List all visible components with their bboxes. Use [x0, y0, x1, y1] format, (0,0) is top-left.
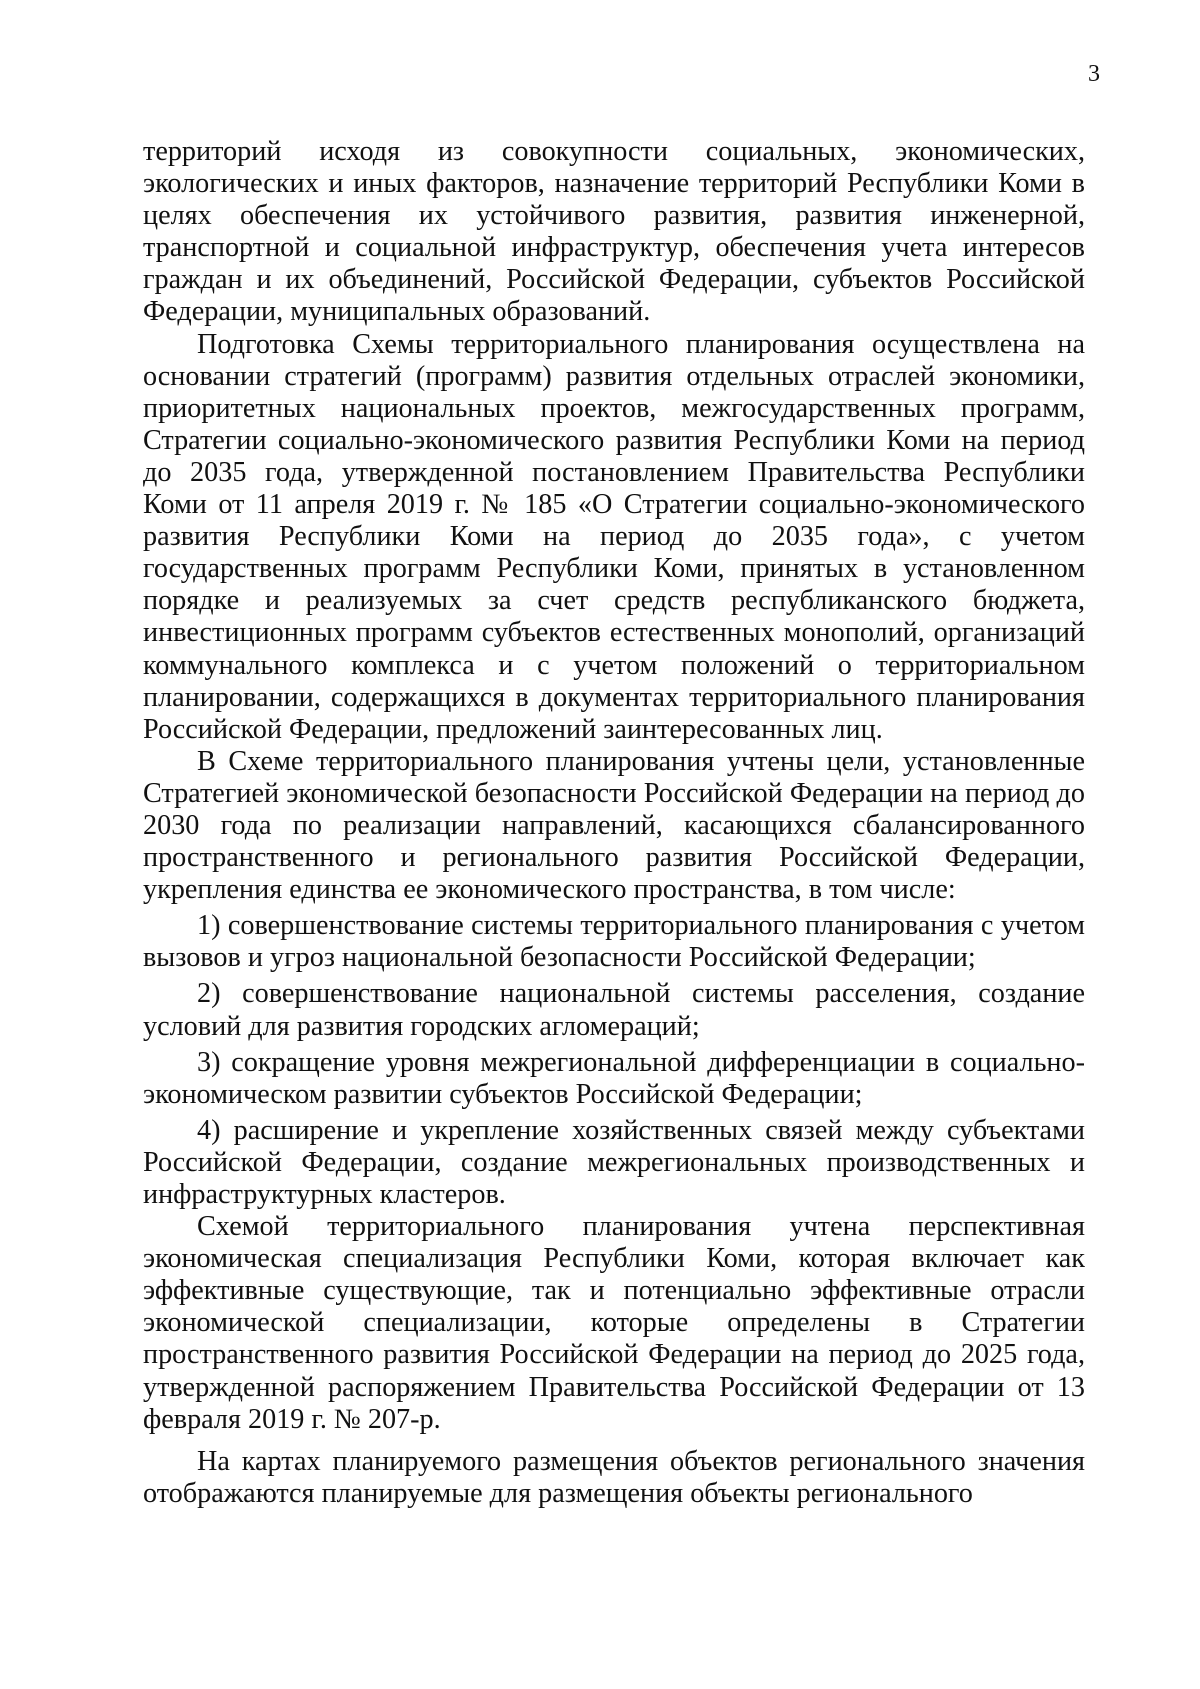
- document-body: [143, 136, 1085, 1510]
- list-item-1: 1) совершенствование системы территориального планирования с учетом вызовов и угроз национальной безопасности Российской Федерации;: [143, 910, 1085, 974]
- list-item-2: 2) совершенствование национальной системы расселения, создание условий для развития городских агломераций;: [143, 978, 1085, 1042]
- list-item-3: 3) сокращение уровня межрегиональной дифференциации в социально-экономическом развитии субъектов Российской Федерации;: [143, 1046, 1085, 1110]
- list-item-4: 4) расширение и укрепление хозяйственных связей между субъектами Российской Федерации, создание межрегиональных производственных и инфраструктурных кластеров.: [143, 1114, 1085, 1210]
- paragraph-maps: На картах планируемого размещения объектов регионального значения отображаются планируемые для размещения объекты регионального: [143, 1445, 1085, 1509]
- paragraph-preparation-basis: Подготовка Схемы территориального планирования осуществлена на основании стратегий (программ) развития отдельных отраслей экономики, приоритетных национальных проектов, межгосударственных программ, Стратегии социально-экономического развития Республики Коми на период до 2035 года, утвержденной постановлением Правительства Республики Коми от 11 апреля 2019 г. № 185 «О Стратегии социально-экономического развития Республики Коми на период до 2035 года», с учетом государственных программ Республики Коми, принятых в установленном порядке и реализуемых за счет средств республиканского бюджета, инвестиционных программ субъектов естественных монополий, организаций коммунального комплекса и с учетом положений о территориальном планировании, содержащихся в документах территориального планирования Российской Федерации, предложений заинтересованных лиц.: [143, 328, 1085, 745]
- page-number: 3: [1088, 61, 1100, 87]
- paragraph-continuation: территорий исходя из совокупности социальных, экономических, экологических и иных факторов, назначение территорий Республики Коми в целях обеспечения их устойчивого развития, развития инженерной, транспортной и социальной инфраструктур, обеспечения учета интересов граждан и их объединений, Российской Федерации, субъектов Российской Федерации, муниципальных образований.: [143, 136, 1085, 328]
- paragraph-security-strategy: В Схеме территориального планирования учтены цели, установленные Стратегией экономической безопасности Российской Федерации на период до 2030 года по реализации направлений, касающихся сбалансированного пространственного и регионального развития Российской Федерации, укрепления единства ее экономического пространства, в том числе:: [143, 745, 1085, 906]
- paragraph-specialization: Схемой территориального планирования учтена перспективная экономическая специализация Республики Коми, которая включает как эффективные существующие, так и потенциально эффективные отрасли экономической специализации, которые определены в Стратегии пространственного развития Российской Федерации на период до 2025 года, утвержденной распоряжением Правительства Российской Федерации от 13 февраля 2019 г. № 207-р.: [143, 1211, 1085, 1435]
